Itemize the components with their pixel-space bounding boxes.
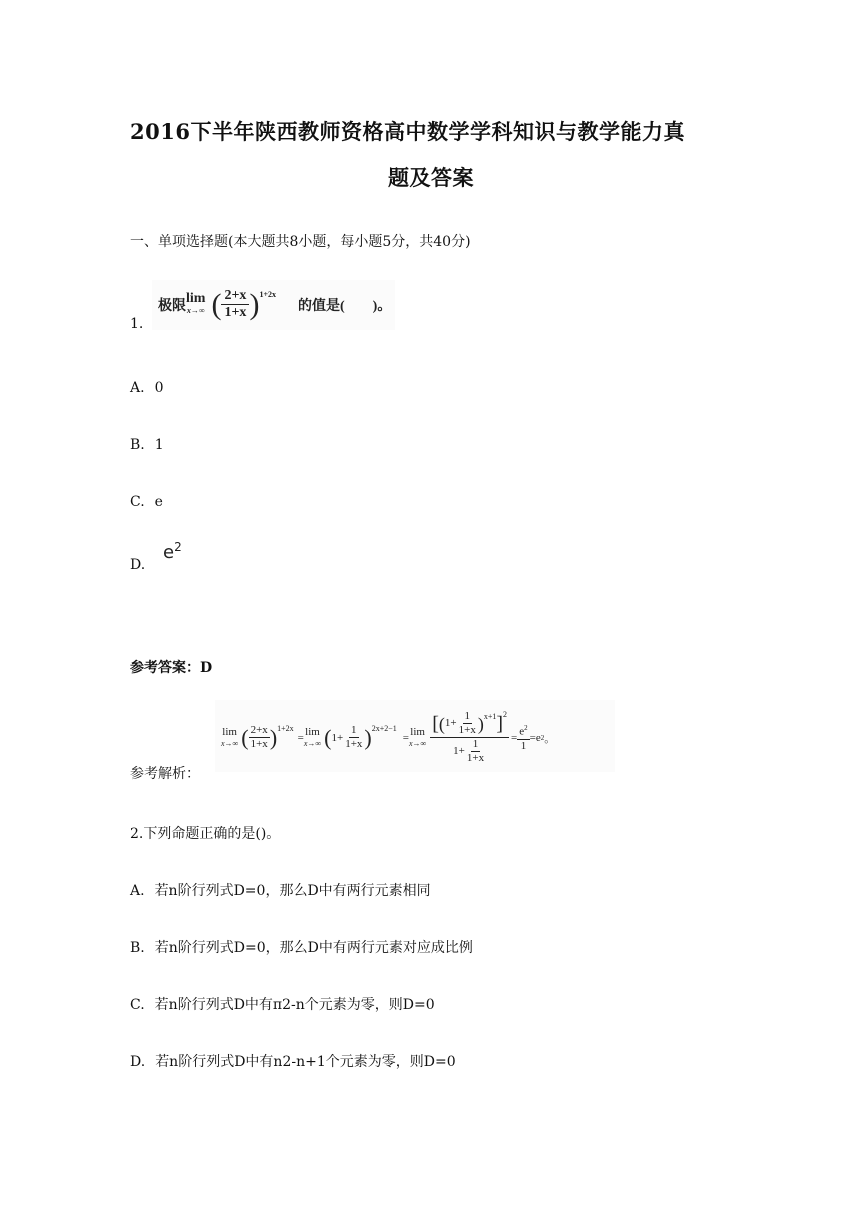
q1-analysis-formula-image: lim x→∞ ( $\frac{2+x}{1+x}$ ) 1+2x = lim x→∞ ( 1+ $\frac{1}{1+x}$ ) 2x+2−1 = lim x→∞ [ ( 1+ $\frac{1}{1+x}$ ) x+1 ] 2 1+ $\frac{1}{1+x}$ = $\frac{e^2}{1}$ =e 2 。 [215, 700, 615, 772]
q1-option-b: B. 1 [130, 437, 164, 453]
document-title-line1: 2016下半年陕西教师资格高中数学学科知识与教学能力真 [130, 119, 685, 144]
q1-exponent: 1+2x [259, 290, 276, 299]
q2-option-a: A. 若n阶行列式D=0，那么D中有两行元素相同 [130, 883, 431, 899]
q1-number: 1. [130, 316, 144, 332]
q1-option-d-formula: $e^2$ [163, 540, 182, 563]
q1-lim: lim x→∞ [186, 290, 206, 315]
q2-option-b: B. 若n阶行列式D=0，那么D中有两行元素对应成比例 [130, 940, 473, 956]
q1-prompt-post: 的值是( )。 [298, 298, 392, 314]
q1-formula-image: 极限 lim x→∞ ( $\frac{2+x}{1+x}$ ) 1+2x 的值是( )。 [152, 280, 395, 330]
q1-answer: 参考答案：D [130, 660, 213, 676]
q2-option-c: C. 若n阶行列式D中有π2-n个元素为零，则D=0 [130, 997, 435, 1013]
q1-option-d: D. [130, 557, 146, 573]
q1-option-a: A. 0 [130, 380, 164, 396]
document-title-line2: 题及答案 [388, 165, 474, 190]
section-heading: 一、单项选择题(本大题共8小题，每小题5分，共40分) [130, 234, 471, 250]
q1-analysis-label: 参考解析： [130, 766, 200, 782]
q1-fraction: $\frac{2+x}{1+x}$ [221, 288, 249, 321]
q1-prompt-pre: 极限 [158, 298, 186, 314]
q1-option-c: C. e [130, 494, 163, 510]
q2-option-d: D. 若n阶行列式D中有n2-n+1个元素为零，则D=0 [130, 1054, 456, 1070]
q2-prompt: 2.下列命题正确的是()。 [130, 826, 281, 842]
